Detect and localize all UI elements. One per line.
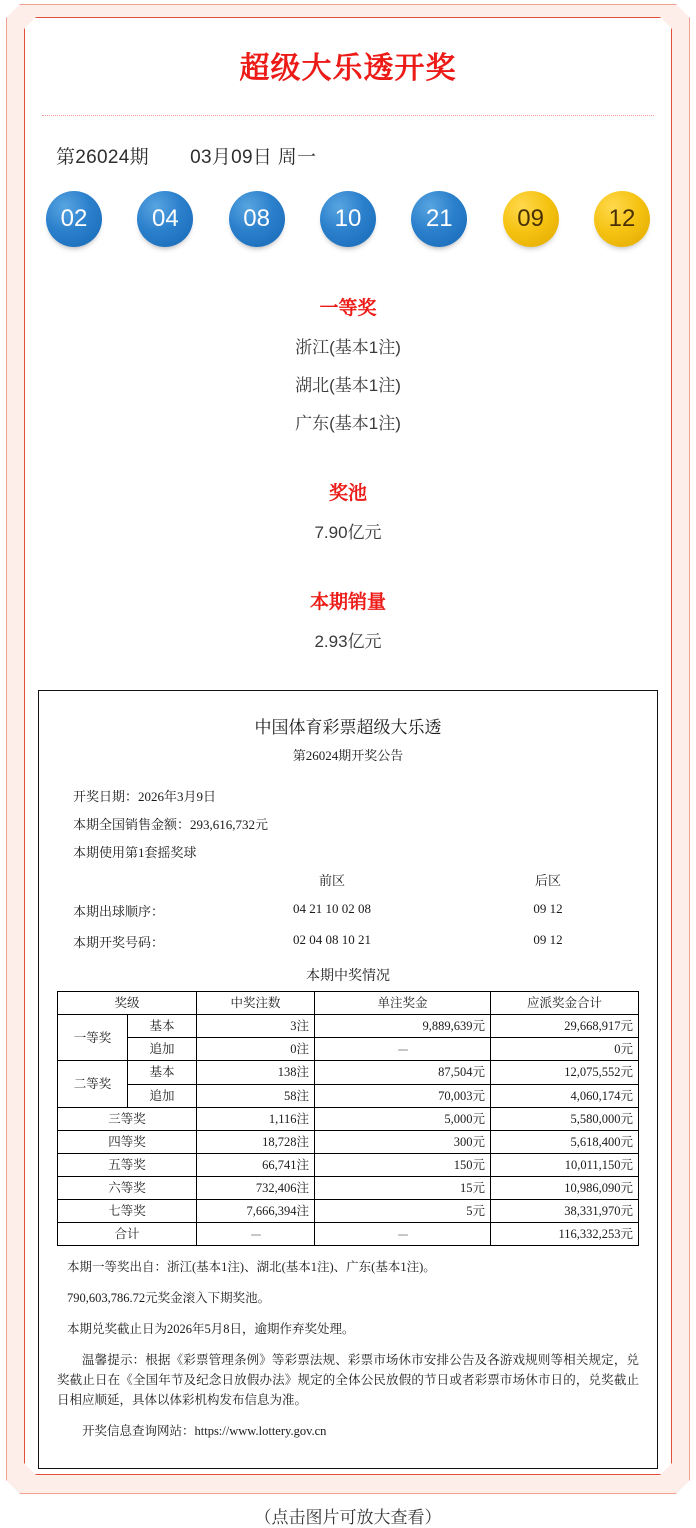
- draw-date: 03月09日 周一: [190, 147, 317, 168]
- announcement-card[interactable]: [38, 690, 658, 1469]
- cell-unit: 300元: [315, 1130, 491, 1153]
- note-reminder: 温馨提示：根据《彩票管理条例》等彩票法规、彩票市场休市安排公告及各游戏规则等相关规定，兑奖截止日在《全国年节及纪念日放假办法》规定的全体公民放假的节日或者彩票市场休市日的，兑奖截止日相应顺延，具体以体彩机构发布信息为准。: [57, 1353, 639, 1408]
- cell-level: 二等奖: [58, 1061, 128, 1107]
- cell-unit: 15元: [315, 1177, 491, 1200]
- prize-table-header-row: [58, 992, 639, 1015]
- cell-level: 七等奖: [58, 1200, 197, 1223]
- winning-numbers-label: 本期开奖号码：: [73, 935, 165, 950]
- first-prize-section: [24, 293, 672, 434]
- pool-value: 7.90亿元: [314, 523, 382, 542]
- issue-number: 第26024期: [56, 147, 149, 168]
- sales-value: 2.93亿元: [314, 632, 382, 651]
- cell-subtype: 追加: [128, 1038, 197, 1061]
- first-prize-title: 一等奖: [319, 298, 377, 319]
- cell-unit: 150元: [315, 1153, 491, 1176]
- cell-unit: ---: [315, 1038, 491, 1061]
- winning-balls: [46, 191, 650, 247]
- cell-level: 合计: [58, 1223, 197, 1246]
- pool-section: [24, 478, 672, 543]
- cell-total: 38,331,970元: [491, 1200, 639, 1223]
- cell-unit: 87,504元: [315, 1061, 491, 1084]
- cell-count: 3注: [197, 1015, 315, 1038]
- table-row: [58, 1061, 639, 1084]
- cell-total: 10,986,090元: [491, 1177, 639, 1200]
- winning-numbers-back: 09 12: [533, 932, 563, 947]
- cell-unit: ---: [315, 1223, 491, 1246]
- cell-total: 0元: [491, 1038, 639, 1061]
- footer-hint: （点击图片可放大查看）: [254, 1508, 442, 1528]
- ball-order-back: 09 12: [533, 901, 563, 916]
- ball-order-row: [57, 901, 639, 920]
- cell-count: 732,406注: [197, 1177, 315, 1200]
- cell-total: 5,618,400元: [491, 1130, 639, 1153]
- cell-total: 10,011,150元: [491, 1153, 639, 1176]
- cell-level: 六等奖: [58, 1177, 197, 1200]
- back-ball-2: 12: [594, 191, 650, 247]
- note-rollover: 790,603,786.72元奖金滚入下期奖池。: [67, 1291, 271, 1306]
- cell-count: 66,741注: [197, 1153, 315, 1176]
- prize-table-body: [58, 1015, 639, 1246]
- cell-level: 一等奖: [58, 1015, 128, 1061]
- th-level: 奖级: [58, 992, 197, 1015]
- cell-total: 29,668,917元: [491, 1015, 639, 1038]
- sales-title: 本期销量: [309, 592, 386, 613]
- cell-total: 12,075,552元: [491, 1061, 639, 1084]
- back-ball-1: 09: [503, 191, 559, 247]
- cell-subtype: 基本: [128, 1061, 197, 1084]
- sales-section: [24, 587, 672, 652]
- front-ball-1: 02: [46, 191, 102, 247]
- winning-numbers-front: 02 04 08 10 21: [293, 932, 371, 947]
- first-prize-winner: 湖北(基本1注): [295, 376, 401, 395]
- cell-count: 18,728注: [197, 1130, 315, 1153]
- prize-table: [57, 991, 639, 1246]
- note-first-prize-origin: 本期一等奖出自：浙江(基本1注)、湖北(基本1注)、广东(基本1注)。: [67, 1260, 436, 1275]
- cell-total: 5,580,000元: [491, 1107, 639, 1130]
- pool-title: 奖池: [328, 483, 367, 504]
- zone-header-label: [57, 870, 207, 889]
- draw-info: [56, 142, 672, 169]
- announcement-notes: [57, 1257, 639, 1441]
- table-row: [58, 1084, 639, 1107]
- table-row: [58, 1107, 639, 1130]
- cell-level: 三等奖: [58, 1107, 197, 1130]
- front-ball-2: 04: [137, 191, 193, 247]
- page-content: [24, 17, 672, 1528]
- zone-header-row: [57, 870, 639, 889]
- winning-numbers-row: [57, 932, 639, 951]
- announcement-meta: [57, 786, 639, 861]
- cell-unit: 70,003元: [315, 1084, 491, 1107]
- zone-header-front: 前区: [318, 873, 345, 888]
- first-prize-winner: 浙江(基本1注): [295, 338, 401, 357]
- first-prize-winner: 广东(基本1注): [295, 414, 401, 433]
- cell-unit: 5元: [315, 1200, 491, 1223]
- title-divider: [42, 115, 654, 116]
- cell-unit: 5,000元: [315, 1107, 491, 1130]
- cell-count: 0注: [197, 1038, 315, 1061]
- cell-count: 1,116注: [197, 1107, 315, 1130]
- prize-table-caption: 本期中奖情况: [306, 969, 390, 984]
- cell-total: 116,332,253元: [491, 1223, 639, 1246]
- ball-order-front: 04 21 10 02 08: [293, 901, 371, 916]
- front-ball-5: 21: [411, 191, 467, 247]
- cell-count: 138注: [197, 1061, 315, 1084]
- announcement-subtitle: 第26024期开奖公告: [292, 748, 404, 763]
- cell-count: ---: [197, 1223, 315, 1246]
- table-row: [58, 1153, 639, 1176]
- note-claim-deadline: 本期兑奖截止日为2026年5月8日，逾期作弃奖处理。: [67, 1322, 355, 1337]
- cell-subtype: 基本: [128, 1015, 197, 1038]
- th-total: 应派奖金合计: [491, 992, 639, 1015]
- table-row: [58, 1223, 639, 1246]
- meta-sales-amount: 本期全国销售金额：293,616,732元: [73, 817, 269, 832]
- th-count: 中奖注数: [197, 992, 315, 1015]
- table-row: [58, 1038, 639, 1061]
- cell-subtype: 追加: [128, 1084, 197, 1107]
- front-ball-3: 08: [229, 191, 285, 247]
- cell-unit: 9,889,639元: [315, 1015, 491, 1038]
- front-ball-4: 10: [320, 191, 376, 247]
- th-unit: 单注奖金: [315, 992, 491, 1015]
- cell-level: 五等奖: [58, 1153, 197, 1176]
- meta-ball-set: 本期使用第1套摇奖球: [73, 845, 197, 860]
- zone-header-back: 后区: [534, 873, 561, 888]
- announcement-title: 中国体育彩票超级大乐透: [254, 718, 442, 737]
- meta-draw-date: 开奖日期：2026年3月9日: [73, 789, 217, 804]
- page-title: 超级大乐透开奖: [239, 52, 457, 85]
- note-website[interactable]: 开奖信息查询网站：https://www.lottery.gov.cn: [82, 1424, 327, 1439]
- table-row: [58, 1015, 639, 1038]
- cell-total: 4,060,174元: [491, 1084, 639, 1107]
- ball-order-label: 本期出球顺序：: [73, 904, 165, 919]
- table-row: [58, 1200, 639, 1223]
- cell-count: 7,666,394注: [197, 1200, 315, 1223]
- cell-count: 58注: [197, 1084, 315, 1107]
- cell-level: 四等奖: [58, 1130, 197, 1153]
- table-row: [58, 1130, 639, 1153]
- table-row: [58, 1177, 639, 1200]
